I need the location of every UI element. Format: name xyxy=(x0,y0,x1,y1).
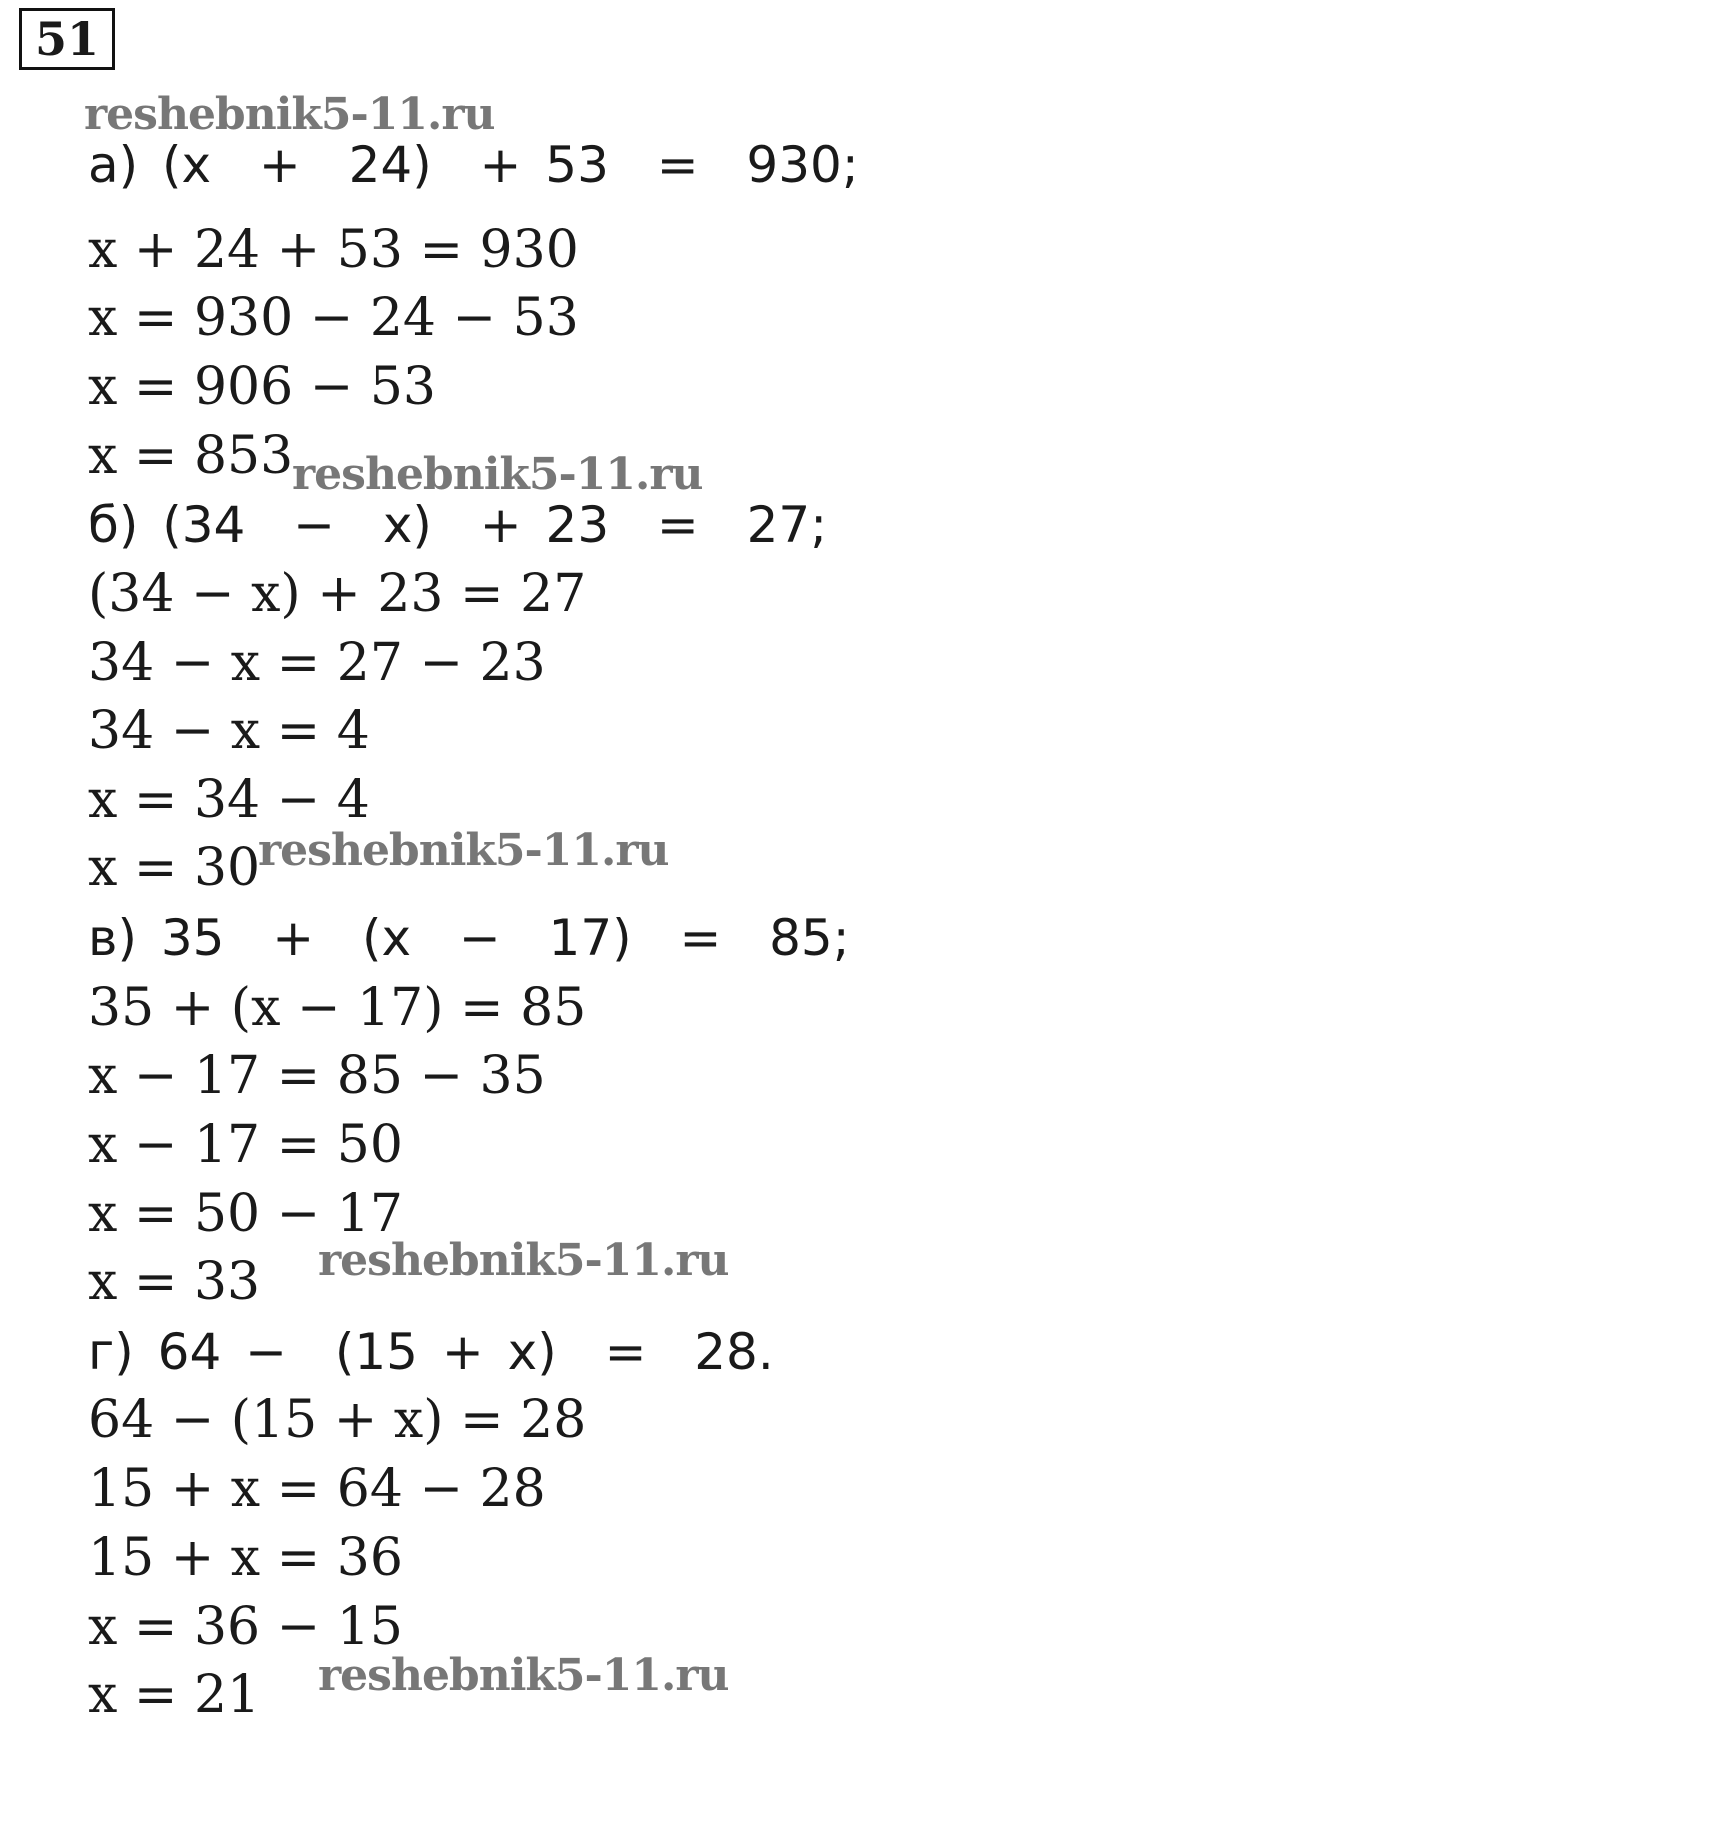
solution-step: x = 853 xyxy=(88,426,294,486)
solution-step: 35 + (x − 17) = 85 xyxy=(88,978,587,1038)
problem-c-heading: в) 35 + (x − 17) = 85; xyxy=(88,909,850,967)
solution-step: x = 906 − 53 xyxy=(88,357,437,417)
solution-step: x + 24 + 53 = 930 xyxy=(88,220,579,280)
solution-step: x = 50 − 17 xyxy=(88,1184,403,1244)
watermark: reshebnik5-11.ru xyxy=(258,825,669,876)
watermark: reshebnik5-11.ru xyxy=(84,89,495,140)
watermark: reshebnik5-11.ru xyxy=(318,1650,729,1701)
watermark: reshebnik5-11.ru xyxy=(292,449,703,500)
solution-step: x − 17 = 50 xyxy=(88,1115,403,1175)
solution-step: 15 + x = 64 − 28 xyxy=(88,1459,546,1519)
problem-b-heading: б) (34 − x) + 23 = 27; xyxy=(88,496,828,554)
solution-step: 15 + x = 36 xyxy=(88,1528,403,1588)
exercise-number: 51 xyxy=(19,8,115,70)
solution-step: x = 30 xyxy=(88,838,261,898)
solution-step: x − 17 = 85 − 35 xyxy=(88,1046,546,1106)
solution-step: 34 − x = 27 − 23 xyxy=(88,633,546,693)
solution-step: x = 21 xyxy=(88,1665,261,1725)
solution-step: 64 − (15 + x) = 28 xyxy=(88,1390,587,1450)
solution-step: 34 − x = 4 xyxy=(88,701,370,761)
solution-step: x = 33 xyxy=(88,1252,261,1312)
solution-step: x = 34 − 4 xyxy=(88,770,370,830)
problem-a-heading: а) (x + 24) + 53 = 930; xyxy=(88,136,859,194)
watermark: reshebnik5-11.ru xyxy=(318,1235,729,1286)
solution-step: x = 36 − 15 xyxy=(88,1597,403,1657)
problem-d-heading: г) 64 − (15 + x) = 28. xyxy=(88,1323,774,1381)
solution-step: (34 − x) + 23 = 27 xyxy=(88,564,587,624)
solution-step: x = 930 − 24 − 53 xyxy=(88,288,579,348)
